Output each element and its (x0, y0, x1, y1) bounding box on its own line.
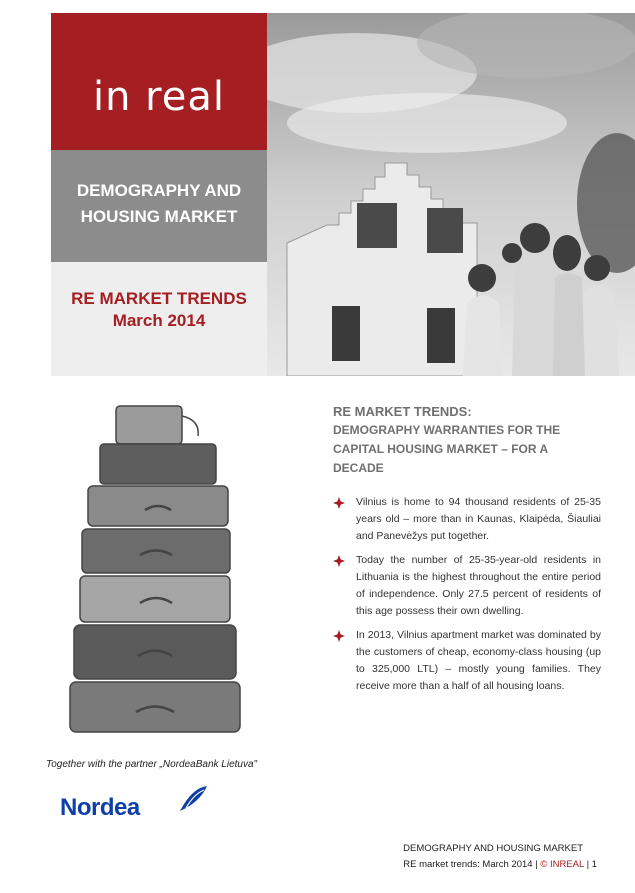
footer-report-title: DEMOGRAPHY AND HOUSING MARKET (403, 843, 583, 854)
list-item: Vilnius is home to 94 thousand residents of 25-35 years old – more than in Kaunas, Klaipėda, Šiauliai and Panevėžys put together. (333, 494, 601, 545)
list-item: In 2013, Vilnius apartment market was dominated by the customers of cheap, economy-class housing (up to 325,000 LTL) – mostly young families. They receive more than a half of all housing loans. (333, 627, 601, 695)
article-headline: DEMOGRAPHY WARRANTIES FOR THE CAPITAL HOUSING MARKET – FOR A DECADE (333, 423, 561, 475)
footer-page-info: RE market trends: March 2014 | © INREAL | 1 (403, 859, 597, 870)
nordea-sail-icon (178, 784, 208, 814)
footer-separator: | (586, 859, 590, 870)
edition-block (51, 262, 267, 376)
nordea-logo (60, 784, 220, 824)
article-column (333, 402, 601, 702)
key-findings-list (333, 494, 601, 695)
inreal-logo-block (51, 13, 267, 150)
inreal-logo: in real (93, 74, 225, 120)
partner-caption: Together with the partner „NordeaBank Lietuva" (46, 759, 258, 770)
cross-bullet-icon (333, 630, 345, 642)
footer-copyright: © (540, 859, 548, 870)
edition-title: RE MARKET TRENDS March 2014 (71, 289, 247, 330)
cover-photo-family-house (267, 13, 635, 376)
suitcase-stack-illustration (60, 398, 250, 738)
topic-block (51, 150, 267, 262)
topic-title: DEMOGRAPHY AND HOUSING MARKET (76, 181, 242, 226)
article-kicker: RE MARKET TRENDS: (333, 404, 472, 419)
cross-bullet-icon (333, 497, 345, 509)
page-number: 1 (591, 859, 597, 870)
footer-brand: INREAL (549, 859, 584, 870)
list-item: Today the number of 25-35-year-old residents in Lithuania is the highest throughout the entire period of independence. Only 27.5 percent of residents of this age possess their own dwelling. (333, 552, 601, 620)
cross-bullet-icon (333, 555, 345, 567)
nordea-logo-text: Nordea (60, 794, 140, 821)
